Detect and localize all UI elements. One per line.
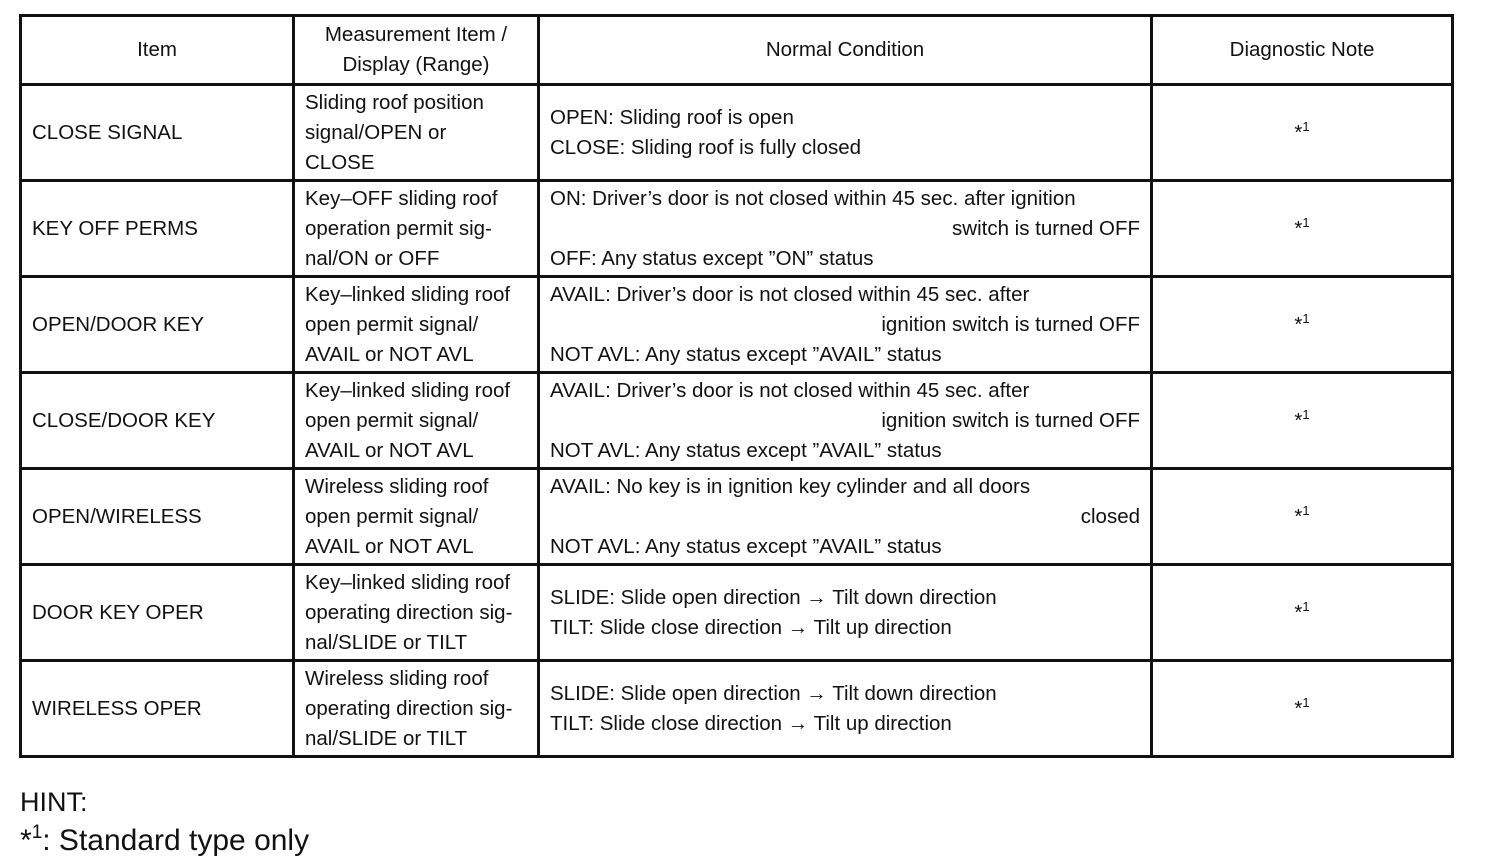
table-row	[21, 565, 1453, 661]
condition-line: OPEN: Sliding roof is open	[550, 105, 794, 129]
measurement-line: Key–linked sliding roof	[305, 378, 511, 402]
condition-line: ignition switch is turned OFF	[881, 408, 1140, 432]
condition-cell	[539, 661, 1152, 757]
footnote-number: 1	[31, 822, 43, 843]
condition-line: NOT AVL: Any status except ”AVAIL” status	[550, 534, 942, 558]
measurement-cell	[294, 469, 539, 565]
measurement-line: nal/SLIDE or TILT	[305, 630, 468, 654]
table-row	[21, 661, 1453, 757]
measurement-cell	[294, 85, 539, 181]
note-mark: *	[1294, 216, 1303, 240]
table-row	[21, 85, 1453, 181]
note-mark: *	[1294, 504, 1303, 528]
condition-cell	[539, 85, 1152, 181]
condition-line: AVAIL: Driver’s door is not closed within 45 sec. after	[550, 282, 1030, 306]
table-row	[21, 181, 1453, 277]
hint-label: HINT:	[20, 787, 88, 817]
condition-line: AVAIL: No key is in ignition key cylinder and all doors	[550, 474, 1031, 498]
item-cell: KEY OFF PERMS	[21, 181, 294, 277]
note-mark: *	[1294, 600, 1303, 624]
header-measurement-line: Measurement Item /	[324, 23, 508, 46]
condition-line: NOT AVL: Any status except ”AVAIL” status	[550, 438, 942, 462]
measurement-cell	[294, 277, 539, 373]
data-list-table	[19, 14, 1454, 758]
measurement-line: operation permit sig-	[305, 216, 492, 240]
header-diagnostic-note: Diagnostic Note	[1152, 16, 1453, 85]
note-number: 1	[1302, 406, 1310, 422]
note-number: 1	[1302, 502, 1310, 518]
condition-line: TILT: Slide close direction → Tilt up direction	[550, 615, 952, 639]
measurement-line: operating direction sig-	[305, 600, 513, 624]
note-number: 1	[1302, 694, 1310, 710]
note-mark: *	[1294, 696, 1303, 720]
table-header-row	[21, 16, 1453, 85]
measurement-cell	[294, 181, 539, 277]
condition-cell	[539, 277, 1152, 373]
measurement-line: CLOSE	[305, 150, 375, 174]
note-cell	[1152, 565, 1453, 661]
note-number: 1	[1302, 118, 1310, 134]
footnote	[20, 823, 309, 859]
note-cell	[1152, 85, 1453, 181]
footnote-text: : Standard type only	[42, 824, 310, 857]
note-number: 1	[1302, 214, 1310, 230]
footnote-mark: *	[20, 824, 32, 857]
header-measurement	[294, 16, 539, 85]
condition-line: AVAIL: Driver’s door is not closed within 45 sec. after	[550, 378, 1030, 402]
measurement-line: Sliding roof position	[305, 90, 484, 114]
measurement-line: Wireless sliding roof	[305, 666, 489, 690]
table-row	[21, 373, 1453, 469]
condition-cell	[539, 565, 1152, 661]
table-row	[21, 469, 1453, 565]
note-cell	[1152, 469, 1453, 565]
measurement-line: AVAIL or NOT AVL	[305, 438, 474, 462]
header-normal-condition: Normal Condition	[539, 16, 1152, 85]
condition-line: SLIDE: Slide open direction → Tilt down direction	[550, 681, 997, 705]
note-number: 1	[1302, 310, 1310, 326]
measurement-line: AVAIL or NOT AVL	[305, 534, 474, 558]
condition-cell	[539, 469, 1152, 565]
condition-line: switch is turned OFF	[952, 216, 1140, 240]
measurement-line: Key–linked sliding roof	[305, 282, 511, 306]
measurement-cell	[294, 565, 539, 661]
item-cell: CLOSE/DOOR KEY	[21, 373, 294, 469]
note-mark: *	[1294, 408, 1303, 432]
measurement-line: open permit signal/	[305, 312, 479, 336]
note-cell	[1152, 373, 1453, 469]
item-cell: OPEN/WIRELESS	[21, 469, 294, 565]
item-cell: OPEN/DOOR KEY	[21, 277, 294, 373]
measurement-line: nal/SLIDE or TILT	[305, 726, 468, 750]
note-mark: *	[1294, 120, 1303, 144]
condition-line: TILT: Slide close direction → Tilt up direction	[550, 711, 952, 735]
condition-line: ignition switch is turned OFF	[881, 312, 1140, 336]
condition-cell	[539, 373, 1152, 469]
note-mark: *	[1294, 312, 1303, 336]
note-cell	[1152, 277, 1453, 373]
note-cell	[1152, 181, 1453, 277]
item-cell: DOOR KEY OPER	[21, 565, 294, 661]
measurement-line: open permit signal/	[305, 408, 479, 432]
condition-line: closed	[1080, 504, 1140, 528]
item-cell: CLOSE SIGNAL	[21, 85, 294, 181]
measurement-line: AVAIL or NOT AVL	[305, 342, 474, 366]
condition-line: CLOSE: Sliding roof is fully closed	[550, 135, 862, 159]
measurement-line: signal/OPEN or	[305, 120, 447, 144]
measurement-line: Key–linked sliding roof	[305, 570, 511, 594]
measurement-line: nal/ON or OFF	[305, 246, 440, 270]
measurement-line: operating direction sig-	[305, 696, 513, 720]
table-row	[21, 277, 1453, 373]
measurement-line: open permit signal/	[305, 504, 479, 528]
item-cell: WIRELESS OPER	[21, 661, 294, 757]
condition-line: SLIDE: Slide open direction → Tilt down direction	[550, 585, 997, 609]
measurement-cell	[294, 373, 539, 469]
measurement-cell	[294, 661, 539, 757]
condition-cell	[539, 181, 1152, 277]
condition-line: NOT AVL: Any status except ”AVAIL” status	[550, 342, 942, 366]
header-item: Item	[21, 16, 294, 85]
condition-line: ON: Driver’s door is not closed within 45 sec. after ignition	[550, 186, 1076, 210]
measurement-line: Wireless sliding roof	[305, 474, 489, 498]
note-cell	[1152, 661, 1453, 757]
header-measurement-line: Display (Range)	[342, 53, 490, 76]
note-number: 1	[1302, 598, 1310, 614]
measurement-line: Key–OFF sliding roof	[305, 186, 498, 210]
condition-line: OFF: Any status except ”ON” status	[550, 246, 874, 270]
